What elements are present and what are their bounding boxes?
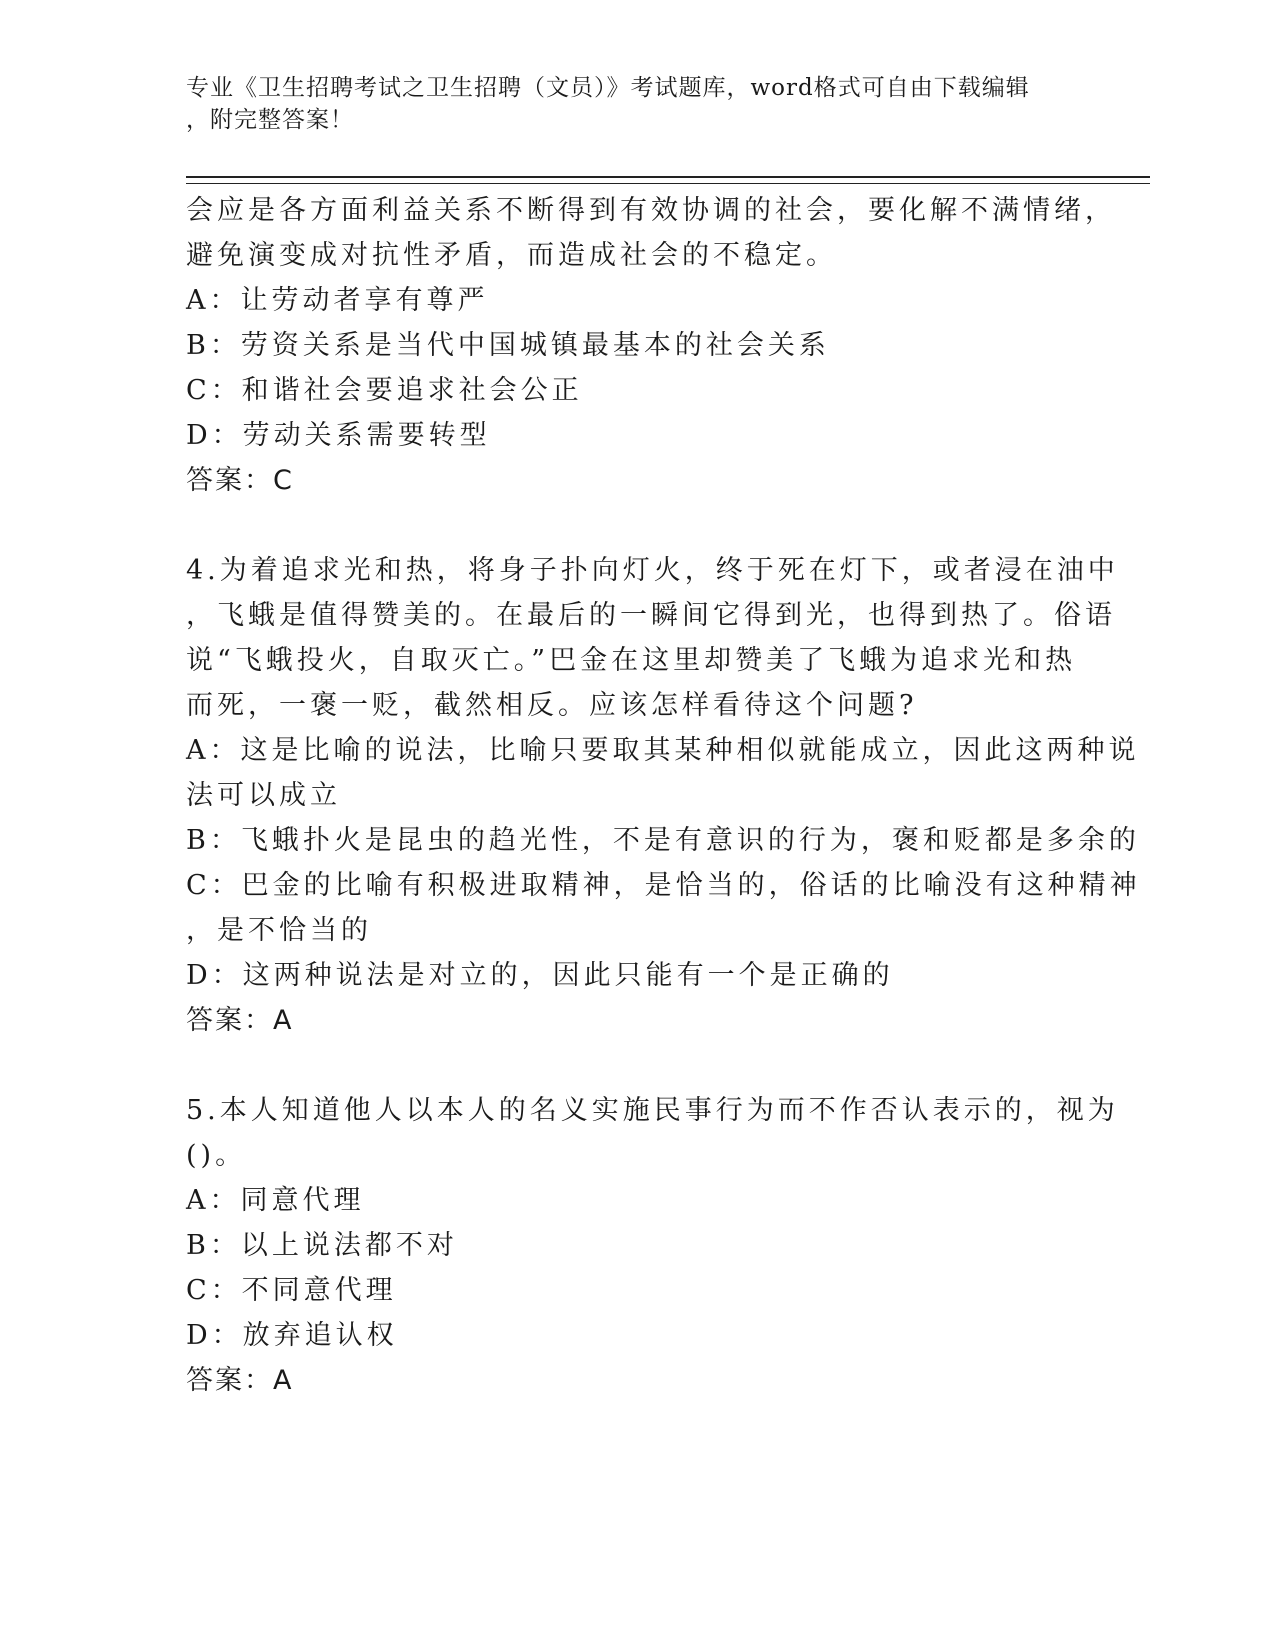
option-a-continued: 法可以成立 (186, 780, 341, 811)
spacer (186, 503, 1086, 548)
question-stem-line: 避免演变成对抗性矛盾，而造成社会的不稳定。 (186, 240, 837, 271)
answer-line: 答案：C (186, 465, 294, 496)
option-b: B：以上说法都不对 (186, 1230, 458, 1261)
header-title-line1: 专业《卫生招聘考试之卫生招聘（文员）》考试题库，word格式可自由下载编辑 (186, 75, 1030, 101)
question-stem-line: 5.本人知道他人以本人的名义实施民事行为而不作否认表示的，视为 (186, 1095, 1119, 1126)
answer-line: 答案：A (186, 1365, 294, 1396)
question-stem-line: ，飞蛾是值得赞美的。在最后的一瞬间它得到光，也得到热了。俗语 (186, 600, 1116, 631)
option-c-continued: ，是不恰当的 (186, 915, 372, 946)
option-d: D：劳动关系需要转型 (186, 420, 491, 451)
question-5 (186, 1088, 1119, 1403)
spacer (186, 1043, 1086, 1088)
option-b: B：飞蛾扑火是昆虫的趋光性，不是有意识的行为，褒和贬都是多余的 (186, 825, 1140, 856)
question-4 (186, 548, 1141, 1043)
option-c: C：不同意代理 (186, 1275, 397, 1306)
option-d: D：放弃追认权 (186, 1320, 398, 1351)
option-a: A：这是比喻的说法，比喻只要取其某种相似就能成立，因此这两种说 (186, 735, 1140, 766)
header-rule-thick (186, 176, 1150, 178)
question-3 (186, 188, 1116, 503)
header-rule-thin (186, 183, 1150, 184)
question-content (186, 188, 1141, 1403)
question-stem-line: 而死，一褒一贬，截然相反。应该怎样看待这个问题? (186, 690, 918, 721)
option-c: C：巴金的比喻有积极进取精神，是恰当的，俗话的比喻没有这种精神 (186, 870, 1141, 901)
question-stem-line: ()。 (186, 1140, 247, 1171)
question-stem-line: 说“飞蛾投火，自取灭亡。”巴金在这里却赞美了飞蛾为追求光和热 (186, 645, 1077, 676)
question-stem-line: 4.为着追求光和热，将身子扑向灯火，终于死在灯下，或者浸在油中 (186, 555, 1119, 586)
question-stem-line: 会应是各方面利益关系不断得到有效协调的社会，要化解不满情绪， (186, 195, 1116, 226)
option-b: B：劳资关系是当代中国城镇最基本的社会关系 (186, 330, 830, 361)
document-header (186, 72, 1086, 136)
header-title-line2: ，附完整答案！ (186, 107, 354, 133)
option-c: C：和谐社会要追求社会公正 (186, 375, 583, 406)
option-a: A：同意代理 (186, 1185, 365, 1216)
answer-line: 答案：A (186, 1005, 294, 1036)
option-a: A：让劳动者享有尊严 (186, 285, 489, 316)
option-d: D：这两种说法是对立的，因此只能有一个是正确的 (186, 960, 894, 991)
